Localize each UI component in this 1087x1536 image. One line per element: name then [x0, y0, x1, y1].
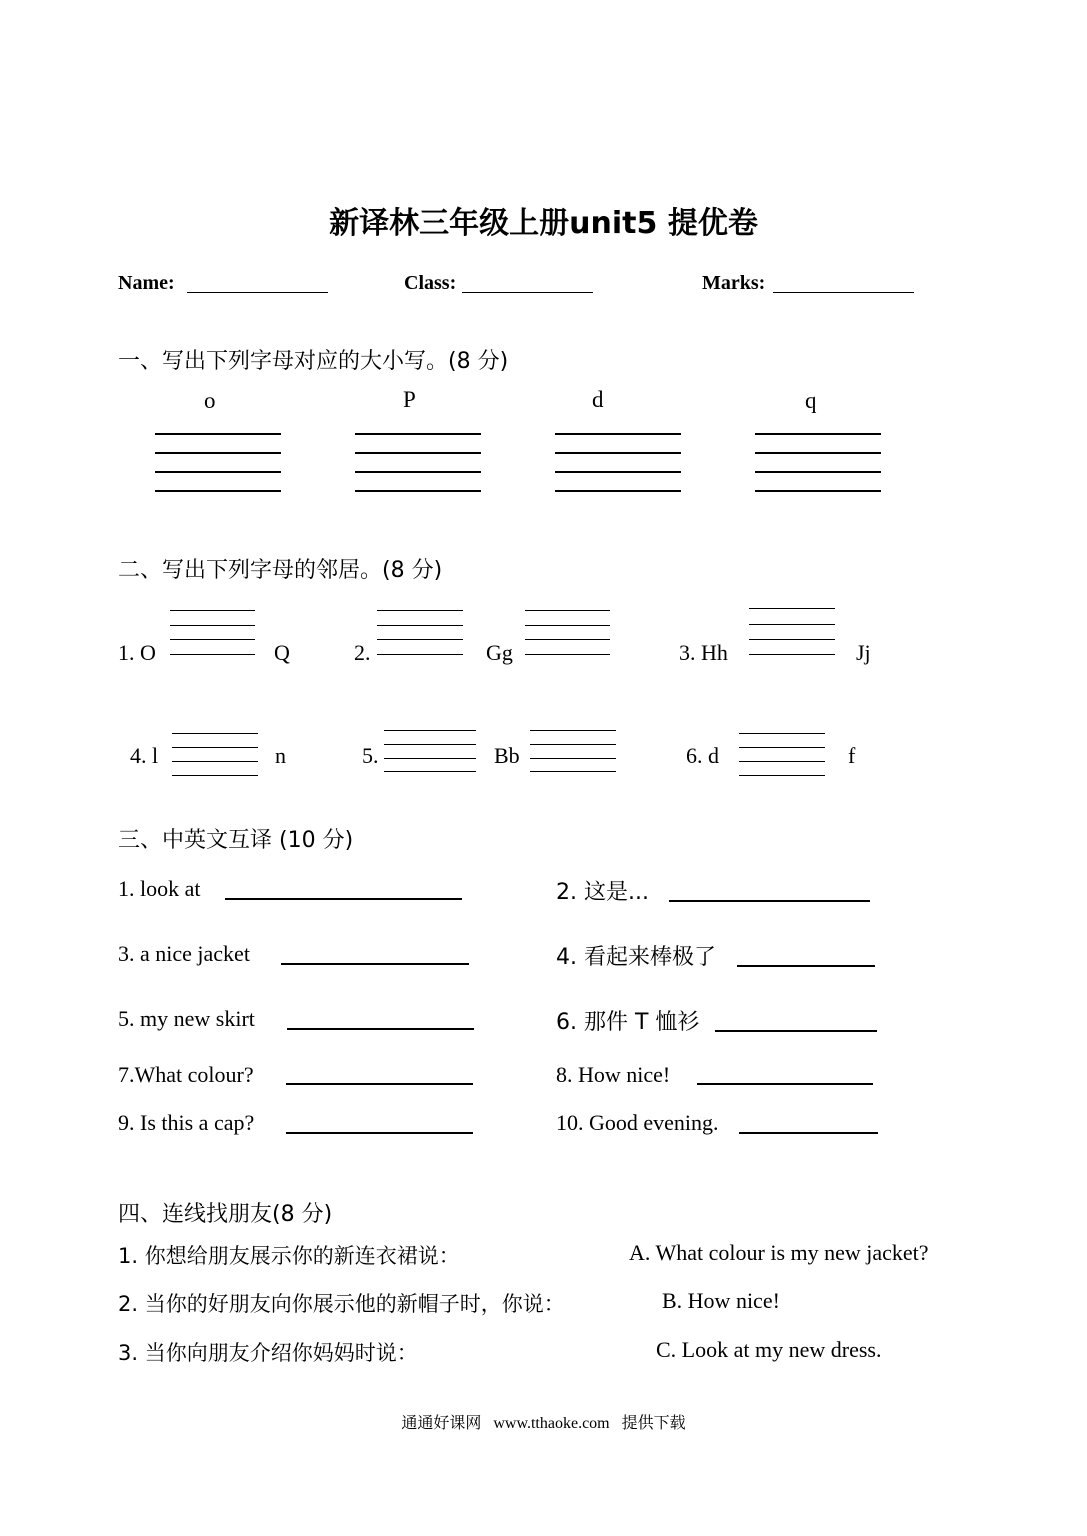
translate-item-3: 3. a nice jacket — [118, 941, 250, 966]
footer-url[interactable]: www.tthaoke.com — [493, 1415, 610, 1432]
match-right-a: A. What colour is my new jacket? — [629, 1240, 929, 1265]
translate-item-4: 4. 看起来棒极了 — [556, 945, 716, 970]
marks-label: Marks: — [702, 272, 766, 294]
neighbor-item-6: 6. d — [686, 743, 719, 768]
neighbor-right-1: Q — [274, 640, 290, 665]
section4-heading: 四、连线找朋友(8 分) — [118, 1202, 333, 1227]
match-right-b: B. How nice! — [662, 1288, 780, 1313]
footer — [0, 1410, 1087, 1433]
neighbor-right-4: n — [275, 743, 286, 768]
letter-3: d — [592, 387, 604, 412]
neighbor-item-1: 1. O — [118, 640, 156, 665]
name-label: Name: — [118, 272, 175, 294]
footer-tail: 提供下载 — [621, 1413, 686, 1432]
translate-item-5: 5. my new skirt — [118, 1006, 255, 1031]
answer-line-9 — [286, 1132, 473, 1134]
answer-line-5 — [287, 1028, 474, 1030]
marks-blank — [773, 292, 914, 293]
class-label: Class: — [404, 272, 457, 294]
answer-line-6 — [715, 1030, 877, 1032]
translate-item-6: 6. 那件 T 恤衫 — [556, 1010, 700, 1035]
translate-item-7: 7.What colour? — [118, 1062, 254, 1087]
answer-line-10 — [739, 1132, 878, 1134]
page-title: 新译林三年级上册unit5 提优卷 — [329, 206, 758, 241]
neighbor-item-5: 5. — [362, 743, 379, 768]
neighbor-item-2: 2. — [354, 640, 371, 665]
answer-line-7 — [286, 1083, 473, 1085]
match-left-2: 2. 当你的好朋友向你展示他的新帽子时，你说： — [118, 1292, 565, 1316]
footer-site: 通通好课网 — [401, 1413, 482, 1432]
section1-heading: 一、写出下列字母对应的大小写。(8 分) — [118, 349, 509, 374]
neighbor-item-3: 3. Hh — [679, 640, 728, 665]
translate-item-8: 8. How nice! — [556, 1062, 671, 1087]
neighbor-item-4: 4. l — [130, 743, 159, 768]
translate-item-2: 2. 这是... — [556, 880, 649, 905]
match-right-c: C. Look at my new dress. — [656, 1337, 882, 1362]
letter-4: q — [805, 388, 817, 413]
section3-heading: 三、中英文互译 (10 分) — [118, 828, 354, 853]
neighbor-mid-5: Bb — [494, 743, 520, 768]
section2-heading: 二、写出下列字母的邻居。(8 分) — [118, 558, 443, 583]
answer-line-2 — [669, 900, 870, 902]
letter-1: o — [204, 388, 216, 413]
translate-item-10: 10. Good evening. — [556, 1110, 719, 1135]
neighbor-mid-2: Gg — [486, 640, 513, 665]
letter-2: P — [403, 387, 416, 412]
answer-line-1 — [225, 898, 462, 900]
match-left-1: 1. 你想给朋友展示你的新连衣裙说： — [118, 1244, 460, 1268]
translate-item-9: 9. Is this a cap? — [118, 1110, 255, 1135]
match-left-3: 3. 当你向朋友介绍你妈妈时说： — [118, 1341, 418, 1365]
answer-line-8 — [697, 1083, 873, 1085]
answer-line-4 — [737, 965, 875, 967]
neighbor-right-3: Jj — [856, 640, 871, 665]
class-blank — [462, 292, 593, 293]
name-blank — [187, 292, 328, 293]
neighbor-right-6: f — [848, 743, 856, 768]
answer-line-3 — [281, 963, 469, 965]
translate-item-1: 1. look at — [118, 876, 201, 901]
